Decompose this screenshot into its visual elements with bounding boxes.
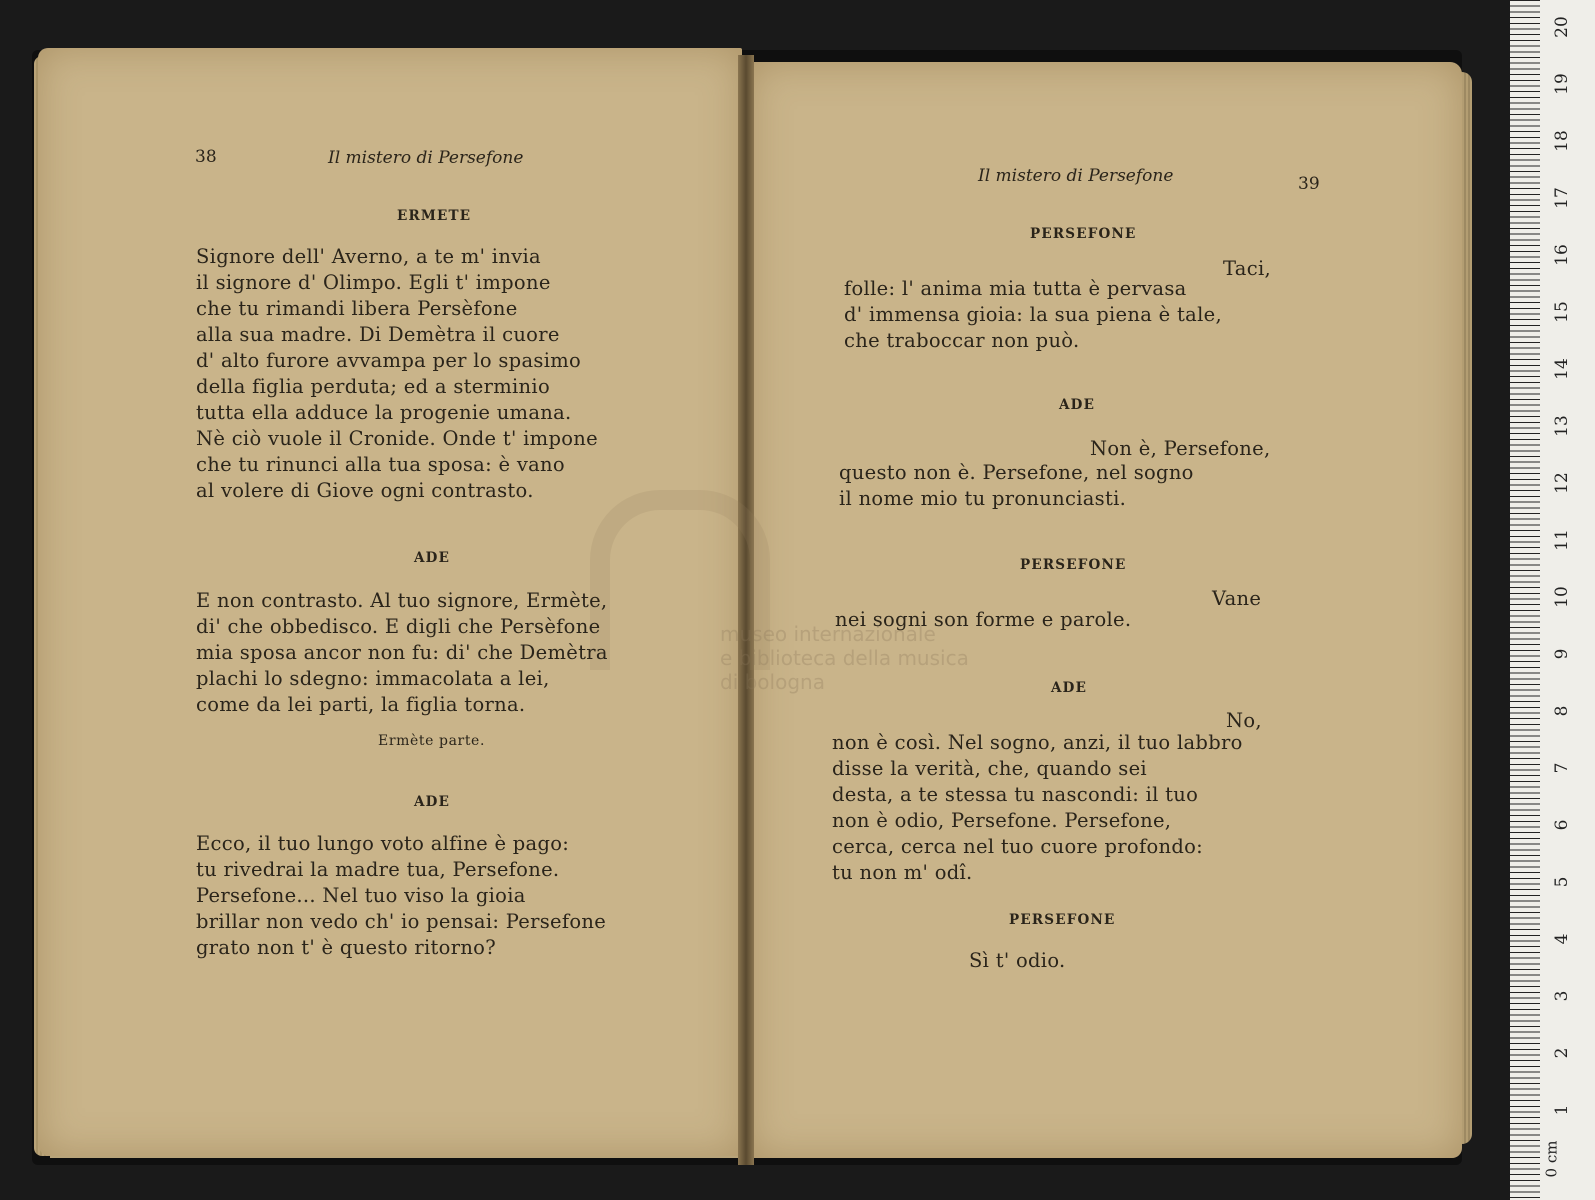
verse-block [844, 276, 1222, 354]
verse-line: Sì t' odio. [969, 949, 1066, 972]
verse-line: il nome mio tu pronunciasti. [839, 487, 1127, 510]
verse-first-line: Taci, [1223, 257, 1271, 280]
ruler-unit-label: 0 cm [1542, 1140, 1561, 1178]
verse-line: come da lei parti, la figlia torna. [196, 693, 526, 716]
verse-line: che tu rimandi libera Persèfone [196, 297, 518, 320]
verse-line: nei sogni son forme e parole. [835, 608, 1132, 631]
verse-block [969, 948, 1066, 974]
verse-first-line: Non è, Persefone, [1090, 437, 1271, 460]
verse-line: che traboccar non può. [844, 329, 1080, 352]
measurement-ruler [1510, 0, 1595, 1200]
watermark-line: museo internazionale [720, 622, 936, 646]
verse-line: cerca, cerca nel tuo cuore profondo: [832, 835, 1204, 858]
ruler-number: 14 [1552, 358, 1572, 380]
verse-line: che tu rinunci alla tua sposa: è vano [196, 453, 565, 476]
ruler-ticks [1510, 0, 1540, 1200]
verse-line: alla sua madre. Di Demètra il cuore [196, 323, 560, 346]
verse-line: tu rivedrai la madre tua, Persefone. [196, 858, 560, 881]
verse-line: desta, a te stessa tu nascondi: il tuo [832, 783, 1199, 806]
right-running-head: Il mistero di Persefone [978, 166, 1174, 186]
speaker-heading: PERSEFONE [1020, 557, 1127, 573]
ruler-number: 4 [1552, 933, 1572, 945]
ruler-number: 7 [1552, 762, 1572, 774]
ruler-number: 20 [1552, 16, 1572, 38]
stage-direction: Ermète parte. [378, 733, 485, 749]
right-page-number: 39 [1298, 174, 1320, 194]
verse-line: non è odio, Persefone. Persefone, [832, 809, 1172, 832]
verse-line: folle: l' anima mia tutta è pervasa [844, 277, 1187, 300]
verse-block [835, 607, 1131, 633]
ruler-number: 11 [1552, 529, 1572, 551]
speaker-heading: PERSEFONE [1030, 226, 1137, 242]
verse-line: mia sposa ancor non fu: di' che Demètra [196, 641, 608, 664]
speaker-heading: ADE [414, 550, 451, 566]
ruler-number: 10 [1552, 586, 1572, 608]
speaker-heading: ADE [414, 794, 451, 810]
verse-line: Persefone... Nel tuo viso la gioia [196, 884, 526, 907]
verse-first-line: No, [1226, 709, 1262, 732]
ruler-number: 5 [1552, 876, 1572, 888]
ruler-number: 15 [1552, 301, 1572, 323]
ruler-number: 3 [1552, 990, 1572, 1002]
verse-line: al volere di Giove ogni contrasto. [196, 479, 534, 502]
watermark-line: e biblioteca della musica [720, 646, 969, 670]
verse-block [196, 244, 598, 504]
verse-line: d' immensa gioia: la sua piena è tale, [844, 303, 1222, 326]
verse-line: brillar non vedo ch' io pensai: Persefone [196, 910, 607, 933]
watermark-line: di bologna [720, 670, 825, 694]
verse-line: Signore dell' Averno, a te m' invia [196, 245, 541, 268]
left-running-head: Il mistero di Persefone [328, 148, 524, 168]
verse-line: E non contrasto. Al tuo signore, Ermète, [196, 589, 608, 612]
speaker-heading: ERMETE [397, 208, 472, 224]
ruler-number: 13 [1552, 415, 1572, 437]
verse-line: tutta ella adduce la progenie umana. [196, 401, 572, 424]
speaker-heading: ADE [1059, 397, 1096, 413]
verse-line: grato non t' è questo ritorno? [196, 936, 496, 959]
verse-line: non è così. Nel sogno, anzi, il tuo labbro [832, 731, 1243, 754]
verse-line: il signore d' Olimpo. Egli t' impone [196, 271, 551, 294]
verse-line: disse la verità, che, quando sei [832, 757, 1147, 780]
ruler-number: 9 [1552, 648, 1572, 660]
ruler-number: 6 [1552, 819, 1572, 831]
verse-line: tu non m' odî. [832, 861, 973, 884]
verse-line: questo non è. Persefone, nel sogno [839, 461, 1194, 484]
verse-line: di' che obbedisco. E digli che Persèfone [196, 615, 601, 638]
left-page-number: 38 [195, 147, 217, 167]
verse-line: plachi lo sdegno: immacolata a lei, [196, 667, 550, 690]
verse-block [839, 460, 1194, 512]
ruler-number: 1 [1552, 1104, 1572, 1116]
speaker-heading: PERSEFONE [1009, 912, 1116, 928]
ruler-number: 17 [1552, 187, 1572, 209]
verse-line: d' alto furore avvampa per lo spasimo [196, 349, 582, 372]
verse-block [196, 588, 608, 718]
ruler-number: 19 [1552, 73, 1572, 95]
ruler-number: 18 [1552, 130, 1572, 152]
verse-line: Ecco, il tuo lungo voto alfine è pago: [196, 832, 570, 855]
verse-line: Nè ciò vuole il Cronide. Onde t' impone [196, 427, 598, 450]
ruler-number: 16 [1552, 244, 1572, 266]
verse-first-line: Vane [1212, 587, 1262, 610]
verse-block [196, 831, 606, 961]
speaker-heading: ADE [1051, 680, 1088, 696]
ruler-number: 8 [1552, 705, 1572, 717]
verse-block [832, 730, 1243, 886]
ruler-number: 12 [1552, 472, 1572, 494]
ruler-number: 2 [1552, 1047, 1572, 1059]
verse-line: della figlia perduta; ed a sterminio [196, 375, 550, 398]
